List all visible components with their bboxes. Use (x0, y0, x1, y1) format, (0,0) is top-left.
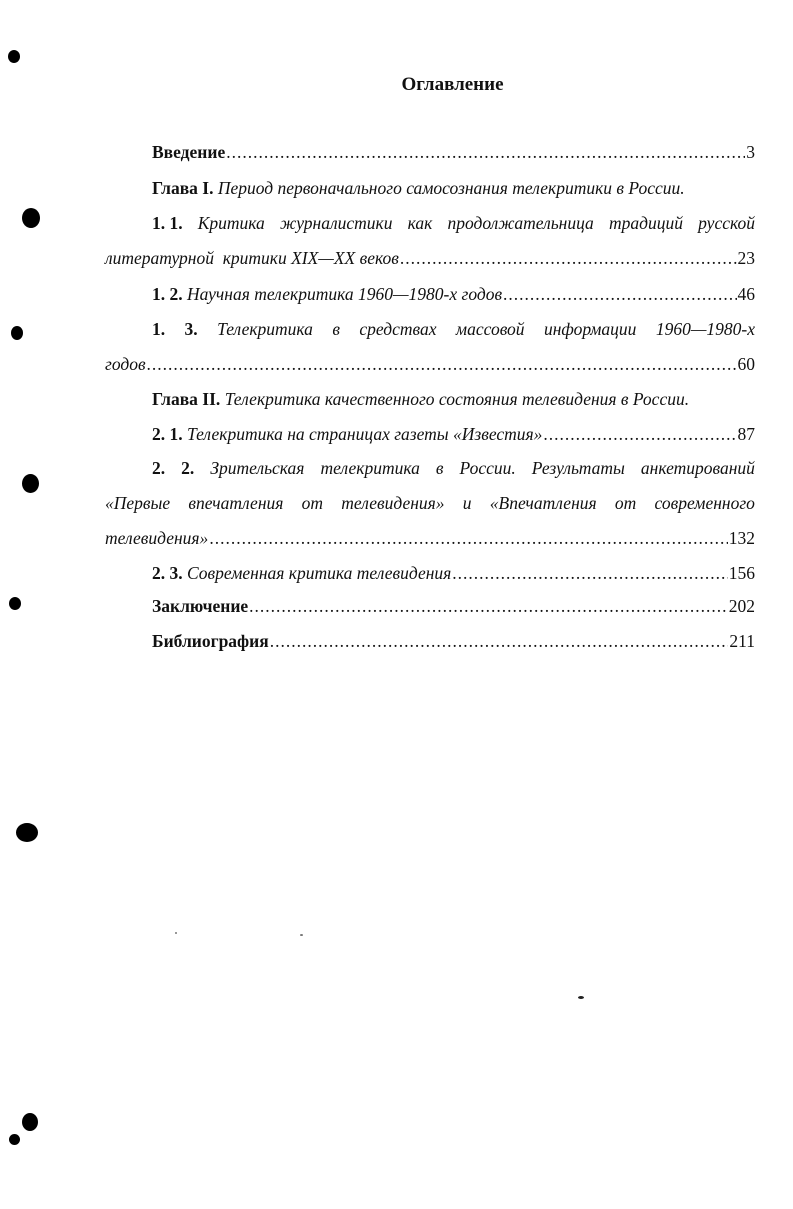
scan-speck (578, 996, 584, 999)
toc-title-word: и (462, 493, 472, 513)
toc-label: Глава II. (152, 389, 221, 409)
toc-label: Введение (152, 142, 226, 162)
binder-hole-mark (22, 208, 40, 228)
toc-label-part: 2. (181, 458, 195, 478)
binder-hole-mark (8, 50, 20, 63)
toc-label: 1. 2. (152, 284, 183, 304)
leader-dots (543, 422, 736, 446)
toc-title-word: 1960—1980-х (655, 319, 755, 339)
toc-title-word: от (614, 493, 637, 513)
toc-entry-section-2-3[interactable] (105, 561, 755, 585)
toc-title-word: телекритика (320, 458, 420, 478)
toc-title-word: в (435, 458, 444, 478)
binder-hole-mark (22, 474, 39, 493)
toc-entry-chapter-2[interactable] (105, 387, 755, 411)
toc-label: 2. (152, 458, 166, 478)
toc-title-word: журналистики (279, 213, 393, 233)
toc-title-word: анкетирований (640, 458, 755, 478)
toc-title: Научная телекритика 1960—1980-х годов (187, 284, 503, 304)
toc-entry-section-2-1[interactable] (105, 422, 755, 446)
toc-title-word: от (301, 493, 324, 513)
toc-label: 1. 1. (152, 213, 183, 233)
toc-title: Период первоначального самосознания телекритики в России. (217, 178, 685, 198)
binder-hole-mark (9, 597, 21, 610)
toc-page-number: 87 (737, 424, 755, 444)
scan-speck (300, 934, 303, 936)
scan-speck (175, 932, 177, 934)
toc-title: Телекритика на страницах газеты «Известия» (187, 424, 543, 444)
toc-entry-intro[interactable] (105, 140, 755, 164)
toc-label: Заключение (152, 596, 249, 616)
toc-entry-bibliography[interactable] (105, 629, 755, 653)
leader-dots (270, 629, 729, 653)
toc-page-number: 23 (737, 248, 755, 268)
toc-label-part: 3. (184, 319, 198, 339)
toc-label: Библиография (152, 631, 269, 651)
toc-title-word: русской (698, 213, 755, 233)
toc-page-number: 211 (729, 631, 755, 651)
toc-title-word: «Впечатления (489, 493, 597, 513)
toc-title-word: продолжательница (447, 213, 594, 233)
leader-dots (249, 594, 728, 618)
toc-title-word: Телекритика (217, 319, 313, 339)
toc-title-word: традиций (608, 213, 683, 233)
toc-title-word: средствах (359, 319, 437, 339)
toc-entry-section-1-1[interactable] (105, 211, 755, 270)
toc-entry-section-1-2[interactable] (105, 282, 755, 306)
toc-title: литературной критики XIX—XX веков (105, 248, 399, 268)
toc-title-word: современного (654, 493, 755, 513)
toc-title-word: «Первые (105, 493, 171, 513)
toc-entry-section-1-3[interactable] (105, 317, 755, 376)
toc-entry-conclusion[interactable] (105, 594, 755, 618)
toc-page-number: 132 (728, 528, 755, 548)
toc-title-word: России. (459, 458, 516, 478)
toc-label: 2. 1. (152, 424, 183, 444)
toc-title-word: в (332, 319, 340, 339)
toc-title-word: Результаты (531, 458, 625, 478)
binder-hole-mark (22, 1113, 38, 1131)
toc-label: Глава I. (152, 178, 214, 198)
leader-dots (503, 282, 736, 306)
binder-hole-mark (9, 1134, 20, 1145)
toc-page-number: 202 (728, 596, 755, 616)
toc-title-word: впечатления (188, 493, 284, 513)
toc-page-number: 60 (737, 354, 755, 374)
toc-title: телевидения» (105, 528, 209, 548)
toc-title-word: Зрительская (210, 458, 305, 478)
leader-dots (400, 246, 737, 270)
leader-dots (147, 352, 737, 376)
toc-label: 2. 3. (152, 563, 183, 583)
toc-entry-chapter-1[interactable] (105, 176, 755, 200)
leader-dots (209, 526, 727, 550)
binder-hole-mark (16, 823, 38, 842)
toc-page-number: 3 (746, 142, 755, 162)
toc-title: годов (105, 354, 146, 374)
toc-title-word: массовой (455, 319, 525, 339)
page-title: Оглавление (401, 74, 504, 95)
toc-title-word: информации (543, 319, 637, 339)
toc-label: 1. (152, 319, 166, 339)
toc-title: Телекритика качественного состояния телевидения в России. (224, 389, 690, 409)
leader-dots (226, 140, 745, 164)
toc-entry-section-2-2[interactable] (105, 456, 755, 550)
leader-dots (452, 561, 727, 585)
binder-hole-mark (11, 326, 23, 340)
toc-title-word: телевидения» (341, 493, 445, 513)
toc-title: Современная критика телевидения (187, 563, 452, 583)
toc-page-number: 46 (737, 284, 755, 304)
toc-title-word: как (407, 213, 433, 233)
toc-title-word: Критика (197, 213, 265, 233)
toc-page-number: 156 (728, 563, 755, 583)
